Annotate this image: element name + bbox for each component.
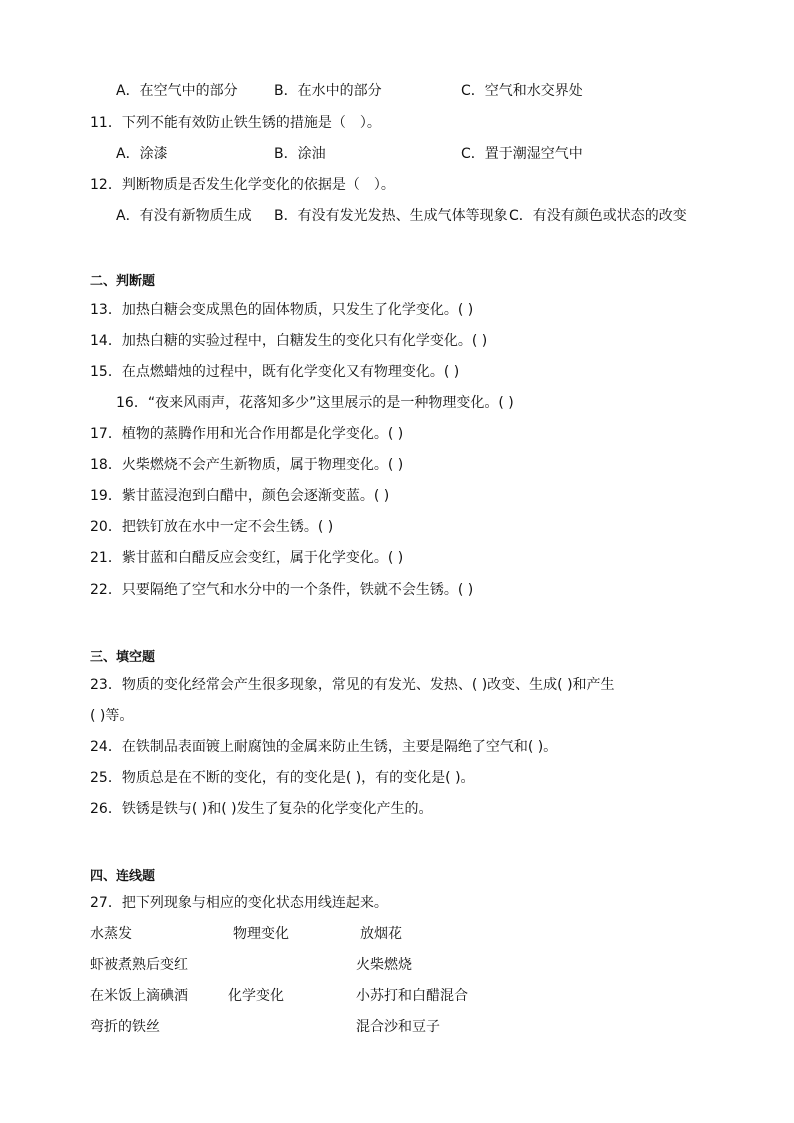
q11-option-c: C．置于潮湿空气中	[461, 146, 583, 162]
judge-item-19: 19．紫甘蓝浸泡到白醋中，颜色会逐渐变蓝。( )	[90, 488, 390, 504]
match-right-item: 小苏打和白醋混合	[356, 988, 468, 1004]
q11-option-a: A．涂漆	[116, 146, 168, 162]
fill-item-24: 24．在铁制品表面镀上耐腐蚀的金属来防止生锈，主要是隔绝了空气和( )。	[90, 739, 558, 755]
judge-item-17: 17．植物的蒸腾作用和光合作用都是化学变化。( )	[90, 426, 404, 442]
section3-title: 三、填空题	[90, 650, 156, 665]
fill-item-23-cont: ( )等。	[90, 708, 134, 724]
judge-item-20: 20．把铁钉放在水中一定不会生锈。( )	[90, 519, 334, 535]
fill-item-23: 23．物质的变化经常会产生很多现象，常见的有发光、发热、( )改变、生成( )和产生	[90, 677, 615, 693]
judge-item-21: 21．紫甘蓝和白醋反应会变红，属于化学变化。( )	[90, 550, 404, 566]
q12-option-a: A．有没有新物质生成	[116, 208, 252, 224]
judge-item-18: 18．火柴燃烧不会产生新物质，属于物理变化。( )	[90, 457, 404, 473]
section2-title: 二、判断题	[90, 274, 156, 289]
match-middle-item: 化学变化	[228, 988, 284, 1004]
match-right-item: 混合沙和豆子	[356, 1019, 440, 1035]
section4-title: 四、连线题	[90, 869, 156, 884]
match-right-item: 火柴燃烧	[356, 957, 412, 973]
q10-option-b: B．在水中的部分	[274, 83, 382, 99]
judge-item-16: 16．“夜来风雨声，花落知多少”这里展示的是一种物理变化。( )	[116, 395, 514, 411]
q10-option-c: C．空气和水交界处	[461, 83, 583, 99]
judge-item-22: 22．只要隔绝了空气和水分中的一个条件，铁就不会生锈。( )	[90, 582, 474, 598]
judge-item-13: 13．加热白糖会变成黑色的固体物质，只发生了化学变化。( )	[90, 302, 474, 318]
match-left-item: 虾被煮熟后变红	[90, 957, 188, 973]
q12-option-c: C．有没有颜色或状态的改变	[509, 208, 687, 224]
q12-option-b: B．有没有发光发热、生成气体等现象	[274, 208, 508, 224]
q11-stem: 11．下列不能有效防止铁生锈的措施是（ ）。	[90, 115, 381, 131]
judge-item-14: 14．加热白糖的实验过程中，白糖发生的变化只有化学变化。( )	[90, 333, 488, 349]
q11-option-b: B．涂油	[274, 146, 326, 162]
match-right-item: 放烟花	[360, 926, 402, 942]
fill-item-25: 25．物质总是在不断的变化，有的变化是( )，有的变化是( )。	[90, 770, 475, 786]
match-left-item: 在米饭上滴碘酒	[90, 988, 188, 1004]
fill-item-26: 26．铁锈是铁与( )和( )发生了复杂的化学变化产生的。	[90, 801, 433, 817]
match-left-item: 弯折的铁丝	[90, 1019, 160, 1035]
q12-stem: 12．判断物质是否发生化学变化的依据是（ ）。	[90, 177, 395, 193]
match-middle-item: 物理变化	[233, 926, 289, 942]
judge-item-15: 15．在点燃蜡烛的过程中，既有化学变化又有物理变化。( )	[90, 364, 460, 380]
q10-option-a: A．在空气中的部分	[116, 83, 238, 99]
match-stem: 27．把下列现象与相应的变化状态用线连起来。	[90, 895, 388, 911]
match-left-item: 水蒸发	[90, 926, 132, 942]
